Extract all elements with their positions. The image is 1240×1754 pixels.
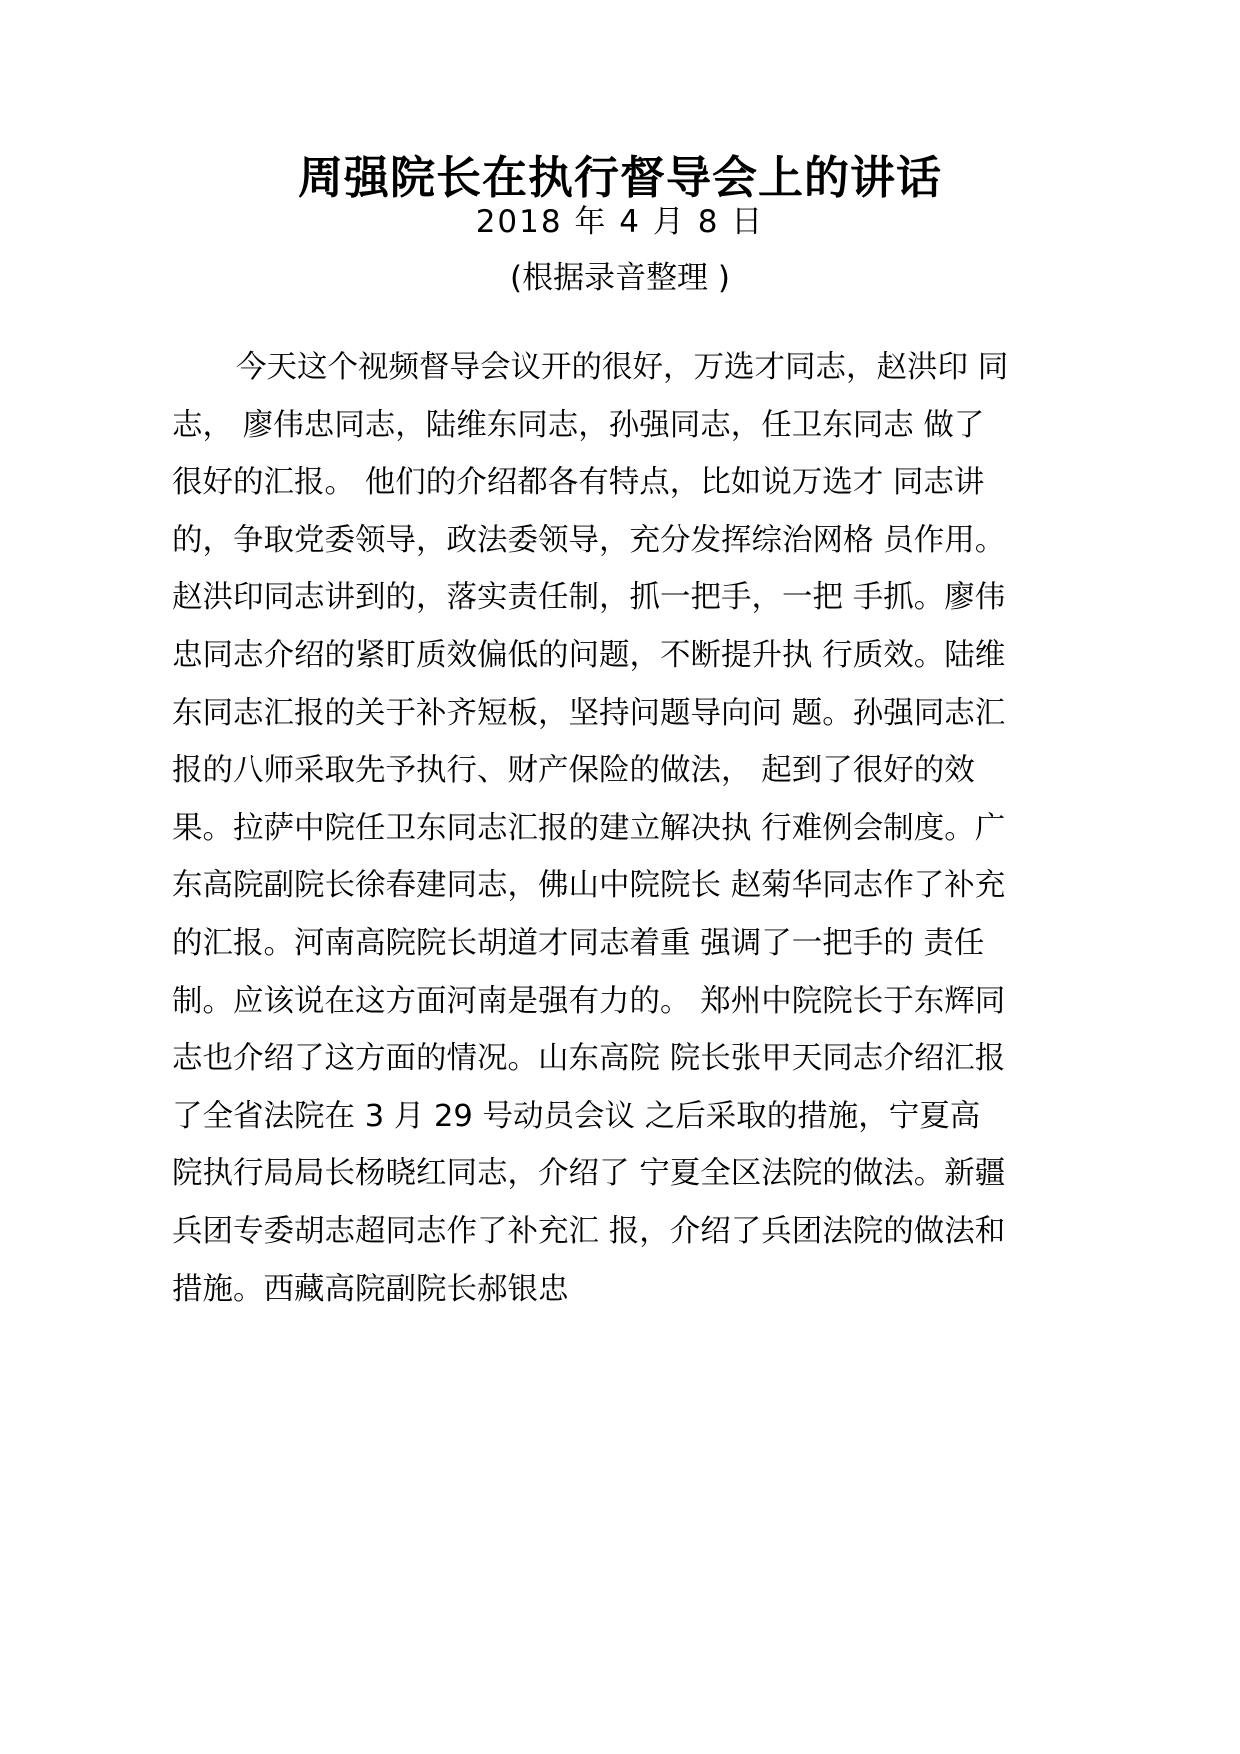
body-line: 忠同志介绍的紧盯质效偏低的问题，不断提升执 行质效。陆维 [172, 637, 1006, 673]
body-line: 果。拉萨中院任卫东同志汇报的建立解决执 行难例会制度。广 [172, 810, 1006, 846]
body-line: 了全省法院在 3 月 29 号动员会议 之后采取的措施，宁夏高 [172, 1098, 981, 1134]
body-line: 院执行局局长杨晓红同志，介绍了 宁夏全区法院的做法。新疆 [172, 1156, 1006, 1192]
body-line: 志， 廖伟忠同志，陆维东同志，孙强同志，任卫东同志 做了 [172, 407, 985, 443]
body-line: 很好的汇报。 他们的介绍都各有特点，比如说万选才 同志讲 [172, 465, 985, 501]
body-line: 东同志汇报的关于补齐短板，坚持问题导向问 题。孙强同志汇 [172, 695, 1006, 731]
body-line: 兵团专委胡志超同志作了补充汇 报，介绍了兵团法院的做法和 [172, 1213, 1006, 1249]
body-line: 志也介绍了这方面的情况。山东高院 院长张甲天同志介绍汇报 [172, 1041, 1006, 1077]
body-line: 制。应该说在这方面河南是强有力的。 郑州中院院长于东辉同 [172, 983, 1006, 1019]
speech-body [172, 339, 1092, 1318]
body-line: 今天这个视频督导会议开的很好，万选才同志，赵洪印 同 [236, 350, 1009, 385]
document-title: 周强院长在执行督导会上的讲话 [297, 151, 942, 204]
body-line: 措施。西藏高院副院长郝银忠 [172, 1271, 569, 1307]
body-line: 赵洪印同志讲到的，落实责任制，抓一把手，一把 手抓。廖伟 [172, 580, 1006, 616]
transcription-note: (根据录音整理 ) [509, 260, 731, 296]
body-line: 东高院副院长徐春建同志，佛山中院院长 赵菊华同志作了补充 [172, 868, 1006, 904]
body-line: 的，争取党委领导，政法委领导，充分发挥综治网格 员作用。 [172, 522, 1006, 558]
body-line: 的汇报。河南高院院长胡道才同志着重 强调了一把手的 责任 [172, 925, 985, 961]
body-line: 报的八师采取先予执行、财产保险的做法， 起到了很好的效 [172, 753, 975, 789]
document-date: 2018 年 4 月 8 日 [475, 204, 765, 240]
